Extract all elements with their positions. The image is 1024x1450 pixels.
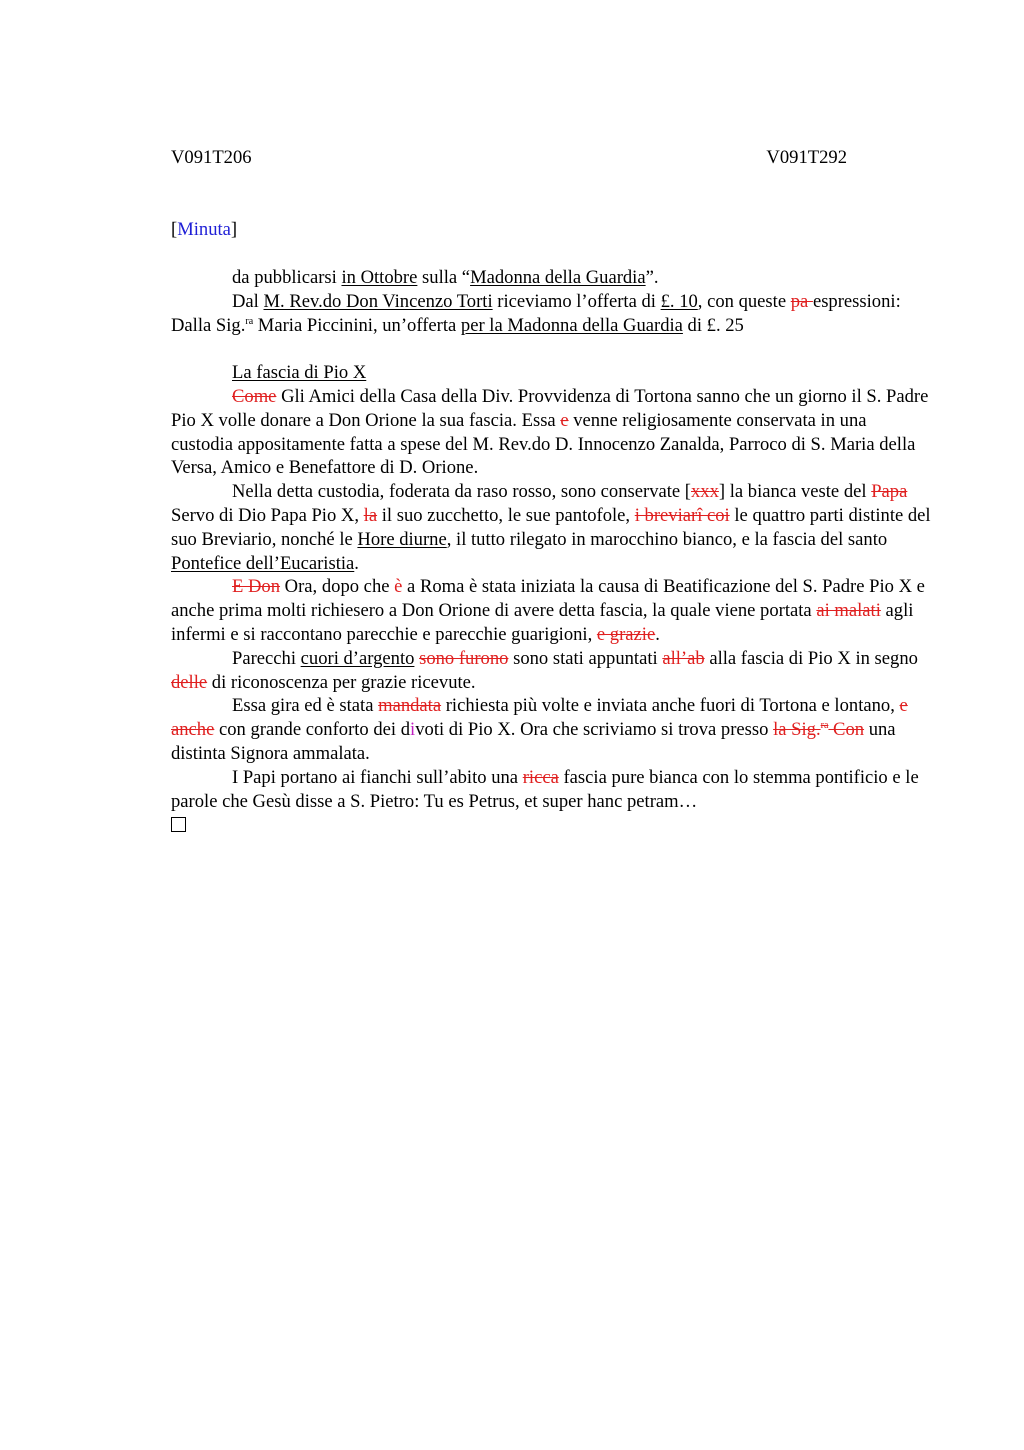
document-type-label xyxy=(171,218,237,242)
bracket-open: [ xyxy=(171,219,178,240)
square-icon xyxy=(171,817,186,832)
deleted-text: la xyxy=(363,504,378,526)
text-run: riceviamo l’offerta di xyxy=(492,290,661,312)
text-run: il suo zucchetto, le sue pantofole, xyxy=(377,504,635,526)
intro-paragraph-1 xyxy=(171,266,931,290)
text-run: I Papi portano ai fianchi sull’abito una xyxy=(232,766,523,788)
underlined-text: Madonna della Guardia xyxy=(470,267,646,288)
deleted-text: e anche xyxy=(171,695,908,741)
text-run: di £. 25 xyxy=(682,314,744,336)
deleted-text: Come xyxy=(232,385,277,407)
text-run: richiesta più volte e inviata anche fuori di Tortona e lontano, xyxy=(441,695,900,717)
bracket-close: ] xyxy=(230,219,238,240)
text-run: , il tutto rilegato in marocchino bianco, e la fascia del santo xyxy=(446,528,888,550)
paragraph-4 xyxy=(171,647,931,695)
deleted-text: xxx xyxy=(691,481,719,503)
deleted-text: Con xyxy=(828,719,865,741)
text-run: sono stati appuntati xyxy=(508,647,663,669)
archive-codes xyxy=(171,146,847,170)
paragraph-5 xyxy=(171,694,931,765)
archive-code-right: V091T292 xyxy=(766,147,847,168)
text-run: Dal xyxy=(232,290,264,312)
underlined-text: in Ottobre xyxy=(341,267,418,288)
inserted-text: è xyxy=(394,576,403,598)
text-run: Maria Piccinini, un’offerta xyxy=(253,314,461,336)
underlined-text: M. Rev.do Don Vincenzo Torti xyxy=(263,290,493,312)
minuta-label: Minuta xyxy=(177,219,231,240)
paragraph-3 xyxy=(171,575,931,646)
section-title xyxy=(171,361,931,385)
deleted-text: la Sig. xyxy=(773,719,821,741)
text-run: Ora, dopo che xyxy=(280,576,395,598)
text-run: da pubblicarsi xyxy=(232,267,342,288)
text-run: agli infermi e si raccontano parecchie e parecchie guarigioni, xyxy=(171,600,914,645)
paragraph-1 xyxy=(171,385,931,480)
underlined-text: Hore diurne xyxy=(357,528,447,550)
inserted-text: i xyxy=(410,719,416,741)
end-of-text-marker xyxy=(171,813,931,839)
text-run: di riconoscenza per grazie ricevute. xyxy=(207,671,476,693)
deleted-text: ricca xyxy=(522,766,559,788)
paragraph-6 xyxy=(171,766,931,814)
deleted-text: i breviarî coi xyxy=(634,504,730,526)
deleted-text: ai malati xyxy=(816,600,881,622)
paragraph-2 xyxy=(171,480,931,575)
text-run: Parecchi xyxy=(232,647,301,669)
deleted-superscript: ra xyxy=(820,720,829,732)
underlined-text: £. 10 xyxy=(660,290,698,312)
text-run: espressioni: Dalla Sig. xyxy=(171,290,901,336)
text-run: una distinta Signora ammalata. xyxy=(171,719,896,764)
deleted-text: pa xyxy=(790,290,813,312)
section-title-text: La fascia di Pio X xyxy=(232,362,367,384)
text-run: con grande conforto dei d xyxy=(214,719,411,741)
deleted-text: sono furono xyxy=(419,647,509,669)
deleted-text: delle xyxy=(171,671,208,693)
text-run: ] la bianca veste del xyxy=(718,481,872,503)
text-run: Essa gira ed è stata xyxy=(232,695,379,717)
text-run: Servo di Dio Papa Pio X, xyxy=(171,504,364,526)
text-run: alla fascia di Pio X in segno xyxy=(704,647,918,669)
archive-code-left: V091T206 xyxy=(171,147,252,168)
text-run: , con queste xyxy=(697,290,791,312)
document-body xyxy=(171,266,931,839)
deleted-text: e grazie xyxy=(596,623,656,645)
text-run: . xyxy=(655,623,660,645)
deleted-text: E Don xyxy=(232,576,281,598)
deleted-text: e xyxy=(560,409,569,431)
text-run: le quattro parti distinte del suo Breviario, nonché le xyxy=(171,504,931,550)
text-run: Gli Amici della Casa della Div. Provvidenza di Tortona sanno che un giorno il S. Padre Pio X volle donare a Don Orione la sua fascia. Essa xyxy=(171,385,929,431)
text-run: fascia pure bianca con lo stemma pontificio e le parole che Gesù disse a S. Pietro: Tu es Petrus, et super hanc petram… xyxy=(171,766,919,812)
deleted-text: all’ab xyxy=(662,647,705,669)
underlined-text: per la Madonna della Guardia xyxy=(460,314,683,336)
superscript: ra xyxy=(245,315,254,327)
text-run: a Roma è stata iniziata la causa di Beatificazione del S. Padre Pio X e anche prima molti richiesero a Don Orione di avere detta fascia, la quale viene portata xyxy=(171,576,925,622)
underlined-text: cuori d’argento xyxy=(300,647,415,669)
intro-paragraph-2 xyxy=(171,290,931,338)
text-run: venne religiosamente conservata in una custodia appositamente fatta a spese del M. Rev.do D. Innocenzo Zanalda, Parroco di S. Maria della Versa, Amico e Benefattore di D. Orione. xyxy=(171,409,916,479)
deleted-text: mandata xyxy=(378,695,442,717)
blank-line xyxy=(171,337,931,361)
text-run: ”. xyxy=(645,267,659,288)
text-run: Nella detta custodia, foderata da raso rosso, sono conservate [ xyxy=(232,481,691,503)
text-run: voti di Pio X. Ora che scriviamo si trova presso xyxy=(415,719,774,741)
text-run: sulla “ xyxy=(417,267,471,288)
underlined-text: Pontefice dell’Eucaristia xyxy=(171,552,355,574)
text-run: . xyxy=(354,552,359,574)
deleted-text: Papa xyxy=(871,481,908,503)
